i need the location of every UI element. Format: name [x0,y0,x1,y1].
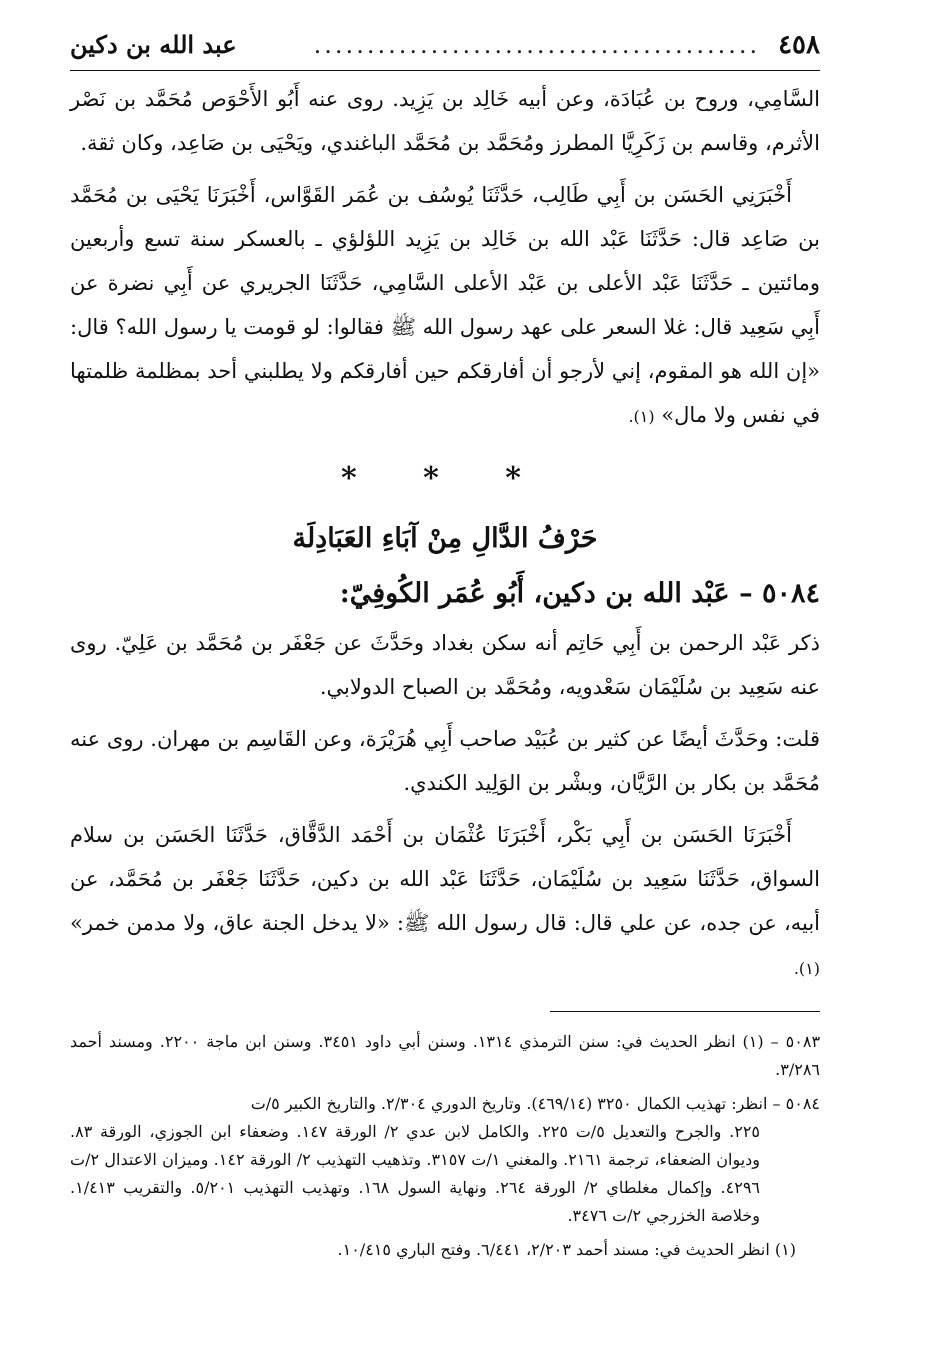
footnote-5083-text: ٥٠٨٣ – (١) انظر الحديث في: سنن الترمذي ١٣١٤. وسنن أبي داود ٣٤٥١. وسنن ابن ماجة ٢٢٠٠. ومسند أحمد ٣/٢٨٦. [70,1032,821,1079]
entry-dash: – [739,578,753,609]
footnote-marker-1[interactable]: (١). [628,407,655,426]
running-head [70,30,820,71]
page-number: ٤٥٨ [778,30,820,60]
footnote-separator [550,1011,820,1012]
continuation-paragraph [70,77,820,165]
entry-title-5084 [70,571,820,617]
leader-dots: .......................................... [313,31,761,59]
section-separator-stars: * * * [341,461,549,496]
footnote-5084-rest: ٢٢٥. والجرح والتعديل ٥/ت ٢٢٥. والكامل لابن عدي ٢/ الورقة ١٤٧. وضعفاء ابن الجوزي، الورقة ٨٣. وديوان الضعفاء، ترجمة ٢١٦١. والمغني ١/ت ٣١٥٧. وتذهيب التهذيب ٢/ الورقة ١٤٢. وميزان الاعتدال ٢/ت ٤٢٩٦. وإكمال مغلطاي ٢/ الورقة ٢٦٤. ونهاية السول ١٦٨. وتهذيب التهذيب ٥/٢٠١. والتقريب ١/٤١٣. وخلاصة الخزرجي ٢/ت ٣٤٧٦. [70,1122,761,1225]
entry-hadith-paragraph [70,813,820,991]
entry-hadith-text: أَخْبَرَنَا الحَسَن بن أَبِي بَكْر، أَخْبَرَنَا عُثْمَان بن أَحْمَد الدَّقَّاق، حَدَّثَنَا الحَسَن بن سلام السواق، حَدَّثَنَا سَعِيد بن سُلَيْمَان، حَدَّثَنَا عَبْد الله بن دكين، حَدَّثَنَا جَعْفَر بن مُحَمَّد، عن أبيه، عن جده، عن علي قال: قال رسول الله ﷺ: «لا يدخل الجنة عاق، ولا مدمن خمر» [70,823,820,935]
continuation-text: السَّامِي، وروح بن عُبَادَة، وعن أبيه خَالِد بن يَزِيد. روى عنه أَبُو الأَحْوَص مُحَمَّد بن نَصْر الأثرم، وقاسم بن زَكَرِيَّا المطرز ومُحَمَّد بن مُحَمَّد الباغندي، ويَحْيَى بن صَاعِد، وكان ثقة. [70,87,820,155]
document-page [70,30,820,1270]
hadith-paragraph-1 [70,173,820,439]
footnote-5084 [70,1090,820,1230]
footnote-marker-2[interactable]: (١). [793,959,820,978]
entry-name: عَبْد الله بن دكين، أَبُو عُمَر الكُوفِيّ: [339,578,730,609]
entry-number: ٥٠٨٤ [761,578,820,609]
hadith-1-text: أَخْبَرَنِي الحَسَن بن أَبِي طَالِب، حَدَّثَنَا يُوسُف بن عُمَر القَوَّاس، أَخْبَرَنَا يَحْيَى بن مُحَمَّد بن صَاعِد قال: حَدَّثَنَا عَبْد الله بن خَالِد بن يَزِيد اللؤلؤي ـ بالعسكر سنة تسع وأربعين ومائتين ـ حَدَّثَنَا عَبْد الأعلى بن عَبْد الأعلى السَّامِي، حَدَّثَنَا الجريري عن أَبِي نضرة عن أَبِي سَعِيد قال: غلا السعر على عهد رسول الله ﷺ فقالوا: لو قومت يا رسول الله؟ قال: «إن الله هو المقوم، إني لأرجو أن أفارقكم حين أفارقكم ولا يطلبني أحد بمظلمة ظلمتها في نفس ولا مال» [70,183,820,427]
entry-paragraph-1: ذكر عَبْد الرحمن بن أَبِي حَاتِم أنه سكن بغداد وحَدَّثَ عن جَعْفَر بن مُحَمَّد بن عَلِيّ. روى عنه سَعِيد بن سُلَيْمَان سَعْدويه، ومُحَمَّد بن الصباح الدولابي. [70,631,820,699]
footnote-5083 [70,1028,820,1084]
footnote-hadith [70,1236,820,1264]
footnote-hadith-text: (١) انظر الحديث في: مسند أحمد ٢/٢٠٣، ٦/٤٤١. وفتح الباري ١٠/٤١٥. [337,1240,796,1259]
entry-paragraph-2: قلت: وحَدَّثَ أيضًا عن كثير بن عُبَيْد صاحب أَبِي هُرَيْرَة، وعن القَاسِم بن مهران. روى عنه مُحَمَّد بن بكار بن الرَّيَّان، وبشْر بن الوَلِيد الكندي. [70,727,820,795]
footnote-5084-line1: ٥٠٨٤ – انظر: تهذيب الكمال ٣٢٥٠ (٤٦٩/١٤). وتاريخ الدوري ٢/٣٠٤. والتاريخ الكبير ٥/ت [250,1094,820,1113]
running-title: عبد الله بن دكين [70,30,237,59]
section-heading: حَرْفُ الدَّالِ مِنْ آبَاءِ العَبَادِلَة [292,523,598,554]
